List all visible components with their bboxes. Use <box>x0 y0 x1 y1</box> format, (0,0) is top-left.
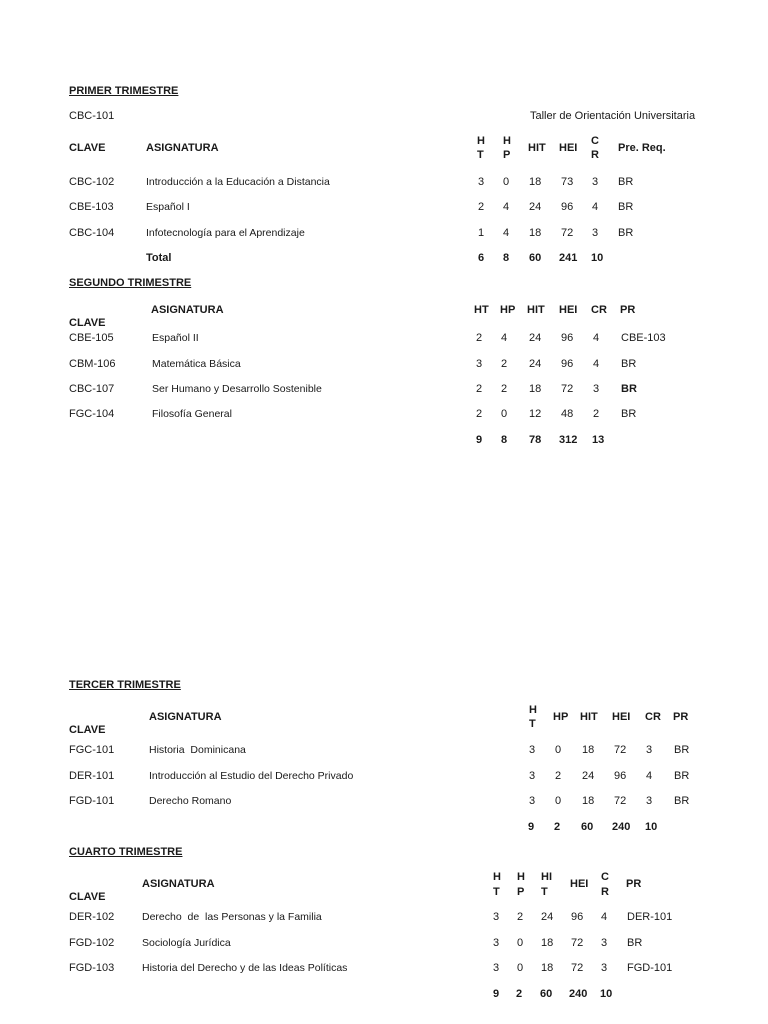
prereq-value: BR <box>621 358 637 370</box>
col-header-cr-2: R <box>601 886 609 898</box>
prereq-value: BR <box>618 201 634 213</box>
ht-value: 3 <box>529 795 536 807</box>
total-hit: 60 <box>540 988 553 1000</box>
prereq-value: BR <box>674 770 690 782</box>
course-name: Introducción al Estudio del Derecho Privado <box>149 770 354 782</box>
course-code: CBC-107 <box>69 383 115 395</box>
col-header-ht-2: T <box>477 149 484 161</box>
hp-value: 0 <box>555 795 562 807</box>
col-header-hit: HIT <box>580 711 598 723</box>
course-code: DER-102 <box>69 911 115 923</box>
col-header-ht-2: T <box>529 718 536 730</box>
total-cr: 10 <box>645 821 658 833</box>
col-header-clave: CLAVE <box>69 724 106 736</box>
course-code: CBC-102 <box>69 176 115 188</box>
cr-value: 3 <box>601 937 608 949</box>
section-title-segundo: SEGUNDO TRIMESTRE <box>69 277 192 289</box>
col-header-hp-2: P <box>503 149 511 161</box>
course-name: Historia Dominicana <box>149 744 246 756</box>
ht-value: 3 <box>478 176 485 188</box>
cr-value: 3 <box>646 795 653 807</box>
course-name: Infotecnología para el Aprendizaje <box>146 227 305 239</box>
prereq-value: BR <box>621 408 637 420</box>
col-header-hp-1: H <box>503 135 511 147</box>
total-ht: 9 <box>493 988 500 1000</box>
prereq-value: CBE-103 <box>621 332 666 344</box>
hei-value: 73 <box>561 176 574 188</box>
cr-value: 4 <box>593 332 600 344</box>
hit-value: 18 <box>529 383 542 395</box>
total-hp: 2 <box>554 821 561 833</box>
prereq-value: BR <box>621 383 637 395</box>
hp-value: 2 <box>501 383 508 395</box>
prereq-value: FGD-101 <box>627 962 673 974</box>
total-cr: 10 <box>600 988 613 1000</box>
total-ht: 6 <box>478 252 485 264</box>
cr-value: 3 <box>592 227 599 239</box>
hit-value: 24 <box>529 201 542 213</box>
course-name: Derecho Romano <box>149 795 232 807</box>
ht-value: 3 <box>493 937 500 949</box>
hp-value: 4 <box>501 332 508 344</box>
ht-value: 2 <box>476 383 483 395</box>
section-title-cuarto: CUARTO TRIMESTRE <box>69 846 183 858</box>
ht-value: 3 <box>476 358 483 370</box>
hei-value: 72 <box>614 744 627 756</box>
col-header-cr: CR <box>591 304 607 316</box>
hp-value: 0 <box>555 744 562 756</box>
course-name: Español II <box>152 332 199 344</box>
prereq-value: DER-101 <box>627 911 673 923</box>
course-name: Historia del Derecho y de las Ideas Políticas <box>142 962 348 974</box>
total-cr: 13 <box>592 434 605 446</box>
course-name: Introducción a la Educación a Distancia <box>146 176 330 188</box>
total-hp: 8 <box>501 434 508 446</box>
total-hei: 240 <box>569 988 588 1000</box>
col-header-cr-1: C <box>601 871 609 883</box>
course-name: Ser Humano y Desarrollo Sostenible <box>152 383 322 395</box>
hei-value: 96 <box>571 911 584 923</box>
col-header-hit: HIT <box>527 304 545 316</box>
total-hei: 241 <box>559 252 578 264</box>
hei-value: 48 <box>561 408 574 420</box>
col-header-hei: HEI <box>559 304 578 316</box>
course-code: CBE-103 <box>69 201 114 213</box>
total-hit: 60 <box>581 821 594 833</box>
hit-value: 24 <box>541 911 554 923</box>
hei-value: 72 <box>571 937 584 949</box>
hp-value: 0 <box>517 962 524 974</box>
cr-value: 4 <box>593 358 600 370</box>
prereq-value: BR <box>627 937 643 949</box>
ht-value: 3 <box>529 770 536 782</box>
col-header-asignatura: ASIGNATURA <box>149 711 222 723</box>
cr-value: 3 <box>601 962 608 974</box>
col-header-asignatura: ASIGNATURA <box>142 878 215 890</box>
col-header-asignatura: ASIGNATURA <box>151 304 224 316</box>
section-title-primer: PRIMER TRIMESTRE <box>69 85 179 97</box>
col-header-hp-2: P <box>517 886 525 898</box>
col-header-ht-1: H <box>529 704 537 716</box>
ht-value: 1 <box>478 227 485 239</box>
pre-course-name: Taller de Orientación Universitaria <box>530 110 696 122</box>
course-name: Sociología Jurídica <box>142 937 231 949</box>
col-header-ht: HT <box>474 304 489 316</box>
hp-value: 2 <box>501 358 508 370</box>
ht-value: 2 <box>476 408 483 420</box>
hp-value: 0 <box>517 937 524 949</box>
total-hei: 240 <box>612 821 631 833</box>
total-ht: 9 <box>476 434 483 446</box>
col-header-pr: PR <box>673 711 689 723</box>
hit-value: 18 <box>582 795 595 807</box>
col-header-cr: CR <box>645 711 661 723</box>
cr-value: 4 <box>601 911 608 923</box>
total-label: Total <box>146 252 172 264</box>
prereq-value: BR <box>674 744 690 756</box>
total-hit: 78 <box>529 434 542 446</box>
cr-value: 4 <box>646 770 653 782</box>
hit-value: 18 <box>541 962 554 974</box>
total-hei: 312 <box>559 434 578 446</box>
hit-value: 12 <box>529 408 542 420</box>
col-header-pr: PR <box>620 304 636 316</box>
ht-value: 3 <box>493 962 500 974</box>
hit-value: 18 <box>541 937 554 949</box>
course-code: CBC-104 <box>69 227 115 239</box>
course-name: Español I <box>146 201 190 213</box>
prereq-value: BR <box>618 227 634 239</box>
col-header-hit: HIT <box>528 142 546 154</box>
hei-value: 96 <box>561 201 574 213</box>
total-hp: 8 <box>503 252 510 264</box>
pre-course-code: CBC-101 <box>69 110 115 122</box>
col-header-hp-1: H <box>517 871 525 883</box>
course-code: DER-101 <box>69 770 115 782</box>
col-header-asignatura: ASIGNATURA <box>146 142 219 154</box>
hit-value: 18 <box>529 176 542 188</box>
col-header-hei: HEI <box>612 711 631 723</box>
course-code: FGD-103 <box>69 962 115 974</box>
hit-value: 24 <box>529 332 542 344</box>
col-header-hei: HEI <box>559 142 578 154</box>
hei-value: 72 <box>561 227 574 239</box>
course-code: FGD-101 <box>69 795 115 807</box>
total-ht: 9 <box>528 821 535 833</box>
col-header-ht-1: H <box>493 871 501 883</box>
total-hit: 60 <box>529 252 542 264</box>
cr-value: 3 <box>646 744 653 756</box>
col-header-hit-2: T <box>541 886 548 898</box>
total-hp: 2 <box>516 988 523 1000</box>
col-header-clave: CLAVE <box>69 317 106 329</box>
hit-value: 18 <box>529 227 542 239</box>
ht-value: 2 <box>476 332 483 344</box>
col-header-hit-1: HI <box>541 871 552 883</box>
col-header-ht-1: H <box>477 135 485 147</box>
col-header-pr: PR <box>626 878 642 890</box>
cr-value: 3 <box>592 176 599 188</box>
hit-value: 24 <box>582 770 595 782</box>
col-header-clave: CLAVE <box>69 142 106 154</box>
course-code: FGC-101 <box>69 744 115 756</box>
course-code: CBM-106 <box>69 358 116 370</box>
col-header-prereq: Pre. Req. <box>618 142 666 154</box>
hit-value: 24 <box>529 358 542 370</box>
hp-value: 2 <box>555 770 562 782</box>
total-cr: 10 <box>591 252 604 264</box>
hei-value: 96 <box>561 358 574 370</box>
col-header-ht-2: T <box>493 886 500 898</box>
col-header-clave: CLAVE <box>69 891 106 903</box>
prereq-value: BR <box>674 795 690 807</box>
col-header-hei: HEI <box>570 878 589 890</box>
col-header-cr-2: R <box>591 149 599 161</box>
course-name: Matemática Básica <box>152 358 241 370</box>
hp-value: 2 <box>517 911 524 923</box>
col-header-cr-1: C <box>591 135 599 147</box>
ht-value: 3 <box>529 744 536 756</box>
hp-value: 4 <box>503 227 510 239</box>
ht-value: 3 <box>493 911 500 923</box>
hei-value: 96 <box>561 332 574 344</box>
hp-value: 0 <box>501 408 508 420</box>
hp-value: 4 <box>503 201 510 213</box>
col-header-hp: HP <box>553 711 569 723</box>
hp-value: 0 <box>503 176 510 188</box>
prereq-value: BR <box>618 176 634 188</box>
course-code: FGD-102 <box>69 937 115 949</box>
hei-value: 96 <box>614 770 627 782</box>
col-header-hp: HP <box>500 304 516 316</box>
hei-value: 72 <box>571 962 584 974</box>
cr-value: 3 <box>593 383 600 395</box>
ht-value: 2 <box>478 201 485 213</box>
cr-value: 4 <box>592 201 599 213</box>
section-title-tercer: TERCER TRIMESTRE <box>69 679 181 691</box>
hei-value: 72 <box>614 795 627 807</box>
course-name: Derecho de las Personas y la Familia <box>142 911 322 923</box>
hei-value: 72 <box>561 383 574 395</box>
course-code: CBE-105 <box>69 332 114 344</box>
hit-value: 18 <box>582 744 595 756</box>
course-code: FGC-104 <box>69 408 115 420</box>
course-name: Filosofía General <box>152 408 232 420</box>
cr-value: 2 <box>593 408 600 420</box>
